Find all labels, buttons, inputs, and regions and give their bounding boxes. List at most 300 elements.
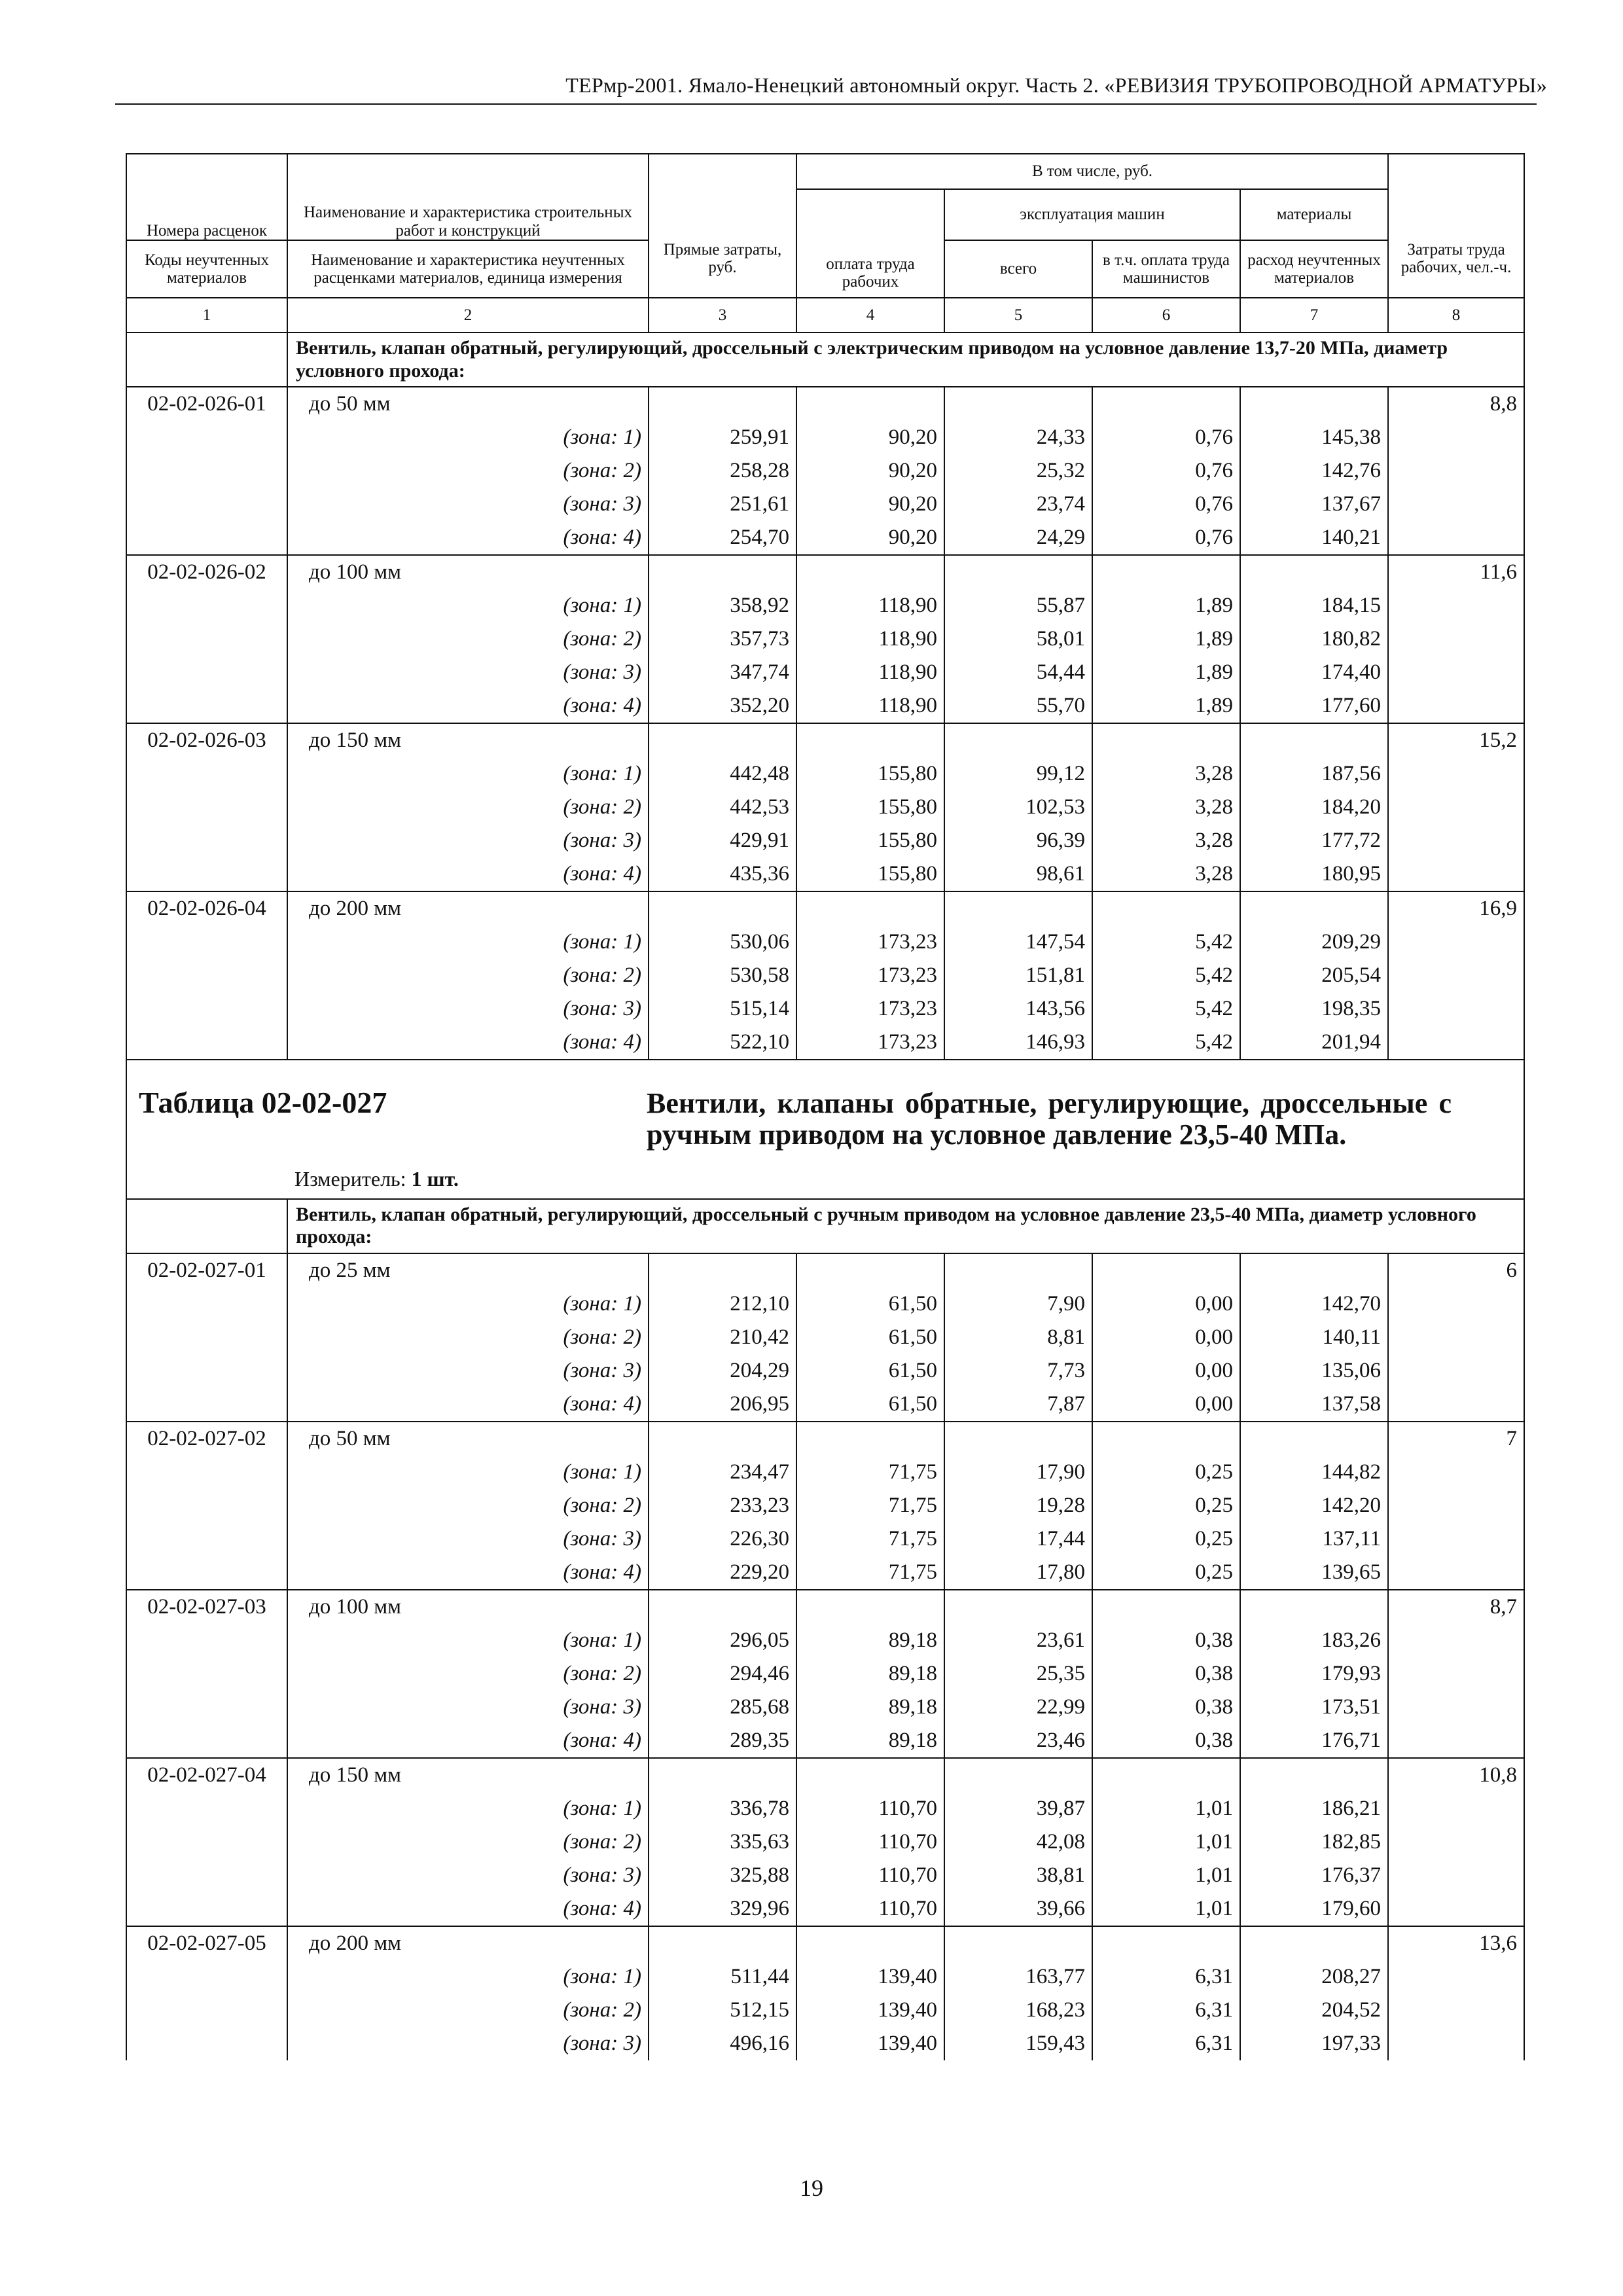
empty-cell bbox=[126, 757, 287, 791]
empty-cell bbox=[1388, 656, 1524, 689]
workers-pay: 139,40 bbox=[796, 1994, 944, 2027]
empty-cell bbox=[796, 1422, 944, 1456]
labor-hours: 13,6 bbox=[1388, 1926, 1524, 1960]
empty-cell bbox=[1388, 791, 1524, 824]
machines-total: 19,28 bbox=[944, 1489, 1092, 1522]
direct-costs: 530,58 bbox=[649, 959, 796, 992]
table-title-row bbox=[126, 1060, 1524, 1199]
group-code-cell bbox=[126, 1199, 287, 1253]
direct-costs: 206,95 bbox=[649, 1388, 796, 1422]
table-title: Вентили, клапаны обратные, регулирующие, дроссельные с ручным приводом на условное давление 23,5-40 МПа. bbox=[647, 1087, 1452, 1151]
zone-row bbox=[126, 1388, 1524, 1422]
machines-total: 17,80 bbox=[944, 1556, 1092, 1590]
rate-name: до 100 мм bbox=[287, 1590, 649, 1624]
machinists-pay: 1,89 bbox=[1092, 656, 1240, 689]
machinists-pay: 0,25 bbox=[1092, 1556, 1240, 1590]
direct-costs: 336,78 bbox=[649, 1792, 796, 1825]
machines-total: 98,61 bbox=[944, 857, 1092, 891]
materials-usage: 135,06 bbox=[1240, 1354, 1388, 1388]
empty-cell bbox=[1388, 1624, 1524, 1657]
machines-total: 102,53 bbox=[944, 791, 1092, 824]
empty-cell bbox=[1388, 1657, 1524, 1691]
empty-cell bbox=[126, 1287, 287, 1321]
materials-usage: 140,21 bbox=[1240, 521, 1388, 555]
materials-usage: 208,27 bbox=[1240, 1960, 1388, 1994]
empty-cell bbox=[1388, 1388, 1524, 1422]
machines-total: 146,93 bbox=[944, 1026, 1092, 1060]
zone-label: (зона: 4) bbox=[287, 857, 649, 891]
empty-cell bbox=[1388, 1321, 1524, 1354]
machines-total: 55,70 bbox=[944, 689, 1092, 723]
materials-usage: 209,29 bbox=[1240, 925, 1388, 959]
empty-cell bbox=[126, 1724, 287, 1758]
machines-total: 25,35 bbox=[944, 1657, 1092, 1691]
rate-code: 02-02-027-02 bbox=[126, 1422, 287, 1456]
machinists-pay: 5,42 bbox=[1092, 1026, 1240, 1060]
empty-cell bbox=[1388, 589, 1524, 622]
empty-cell bbox=[1388, 1287, 1524, 1321]
zone-label: (зона: 2) bbox=[287, 1994, 649, 2027]
materials-usage: 180,82 bbox=[1240, 622, 1388, 656]
materials-usage: 197,33 bbox=[1240, 2027, 1388, 2060]
table-title-block bbox=[126, 1060, 1524, 1199]
machines-total: 39,66 bbox=[944, 1892, 1092, 1926]
empty-cell bbox=[796, 723, 944, 757]
zone-label: (зона: 3) bbox=[287, 1354, 649, 1388]
zone-label: (зона: 2) bbox=[287, 1321, 649, 1354]
zone-label: (зона: 2) bbox=[287, 959, 649, 992]
empty-cell bbox=[1388, 1691, 1524, 1724]
col-num: 4 bbox=[796, 298, 944, 332]
rate-code: 02-02-026-03 bbox=[126, 723, 287, 757]
machines-total: 24,29 bbox=[944, 521, 1092, 555]
zone-row bbox=[126, 689, 1524, 723]
empty-cell bbox=[1388, 1026, 1524, 1060]
zone-label: (зона: 3) bbox=[287, 2027, 649, 2060]
workers-pay: 89,18 bbox=[796, 1724, 944, 1758]
empty-cell bbox=[649, 1590, 796, 1624]
materials-usage: 187,56 bbox=[1240, 757, 1388, 791]
machinists-pay: 0,25 bbox=[1092, 1489, 1240, 1522]
group-title: Вентиль, клапан обратный, регулирующий, дроссельный с электрическим приводом на условное давление 13,7-20 МПа, диаметр условного прохода: bbox=[287, 332, 1524, 387]
empty-cell bbox=[649, 1422, 796, 1456]
empty-cell bbox=[1388, 1556, 1524, 1590]
empty-cell bbox=[126, 992, 287, 1026]
empty-cell bbox=[1092, 1758, 1240, 1792]
workers-pay: 71,75 bbox=[796, 1522, 944, 1556]
empty-cell bbox=[126, 857, 287, 891]
direct-costs: 347,74 bbox=[649, 656, 796, 689]
empty-cell bbox=[649, 387, 796, 421]
empty-cell bbox=[126, 791, 287, 824]
materials-usage: 142,76 bbox=[1240, 454, 1388, 488]
zone-label: (зона: 2) bbox=[287, 791, 649, 824]
col-num: 7 bbox=[1240, 298, 1388, 332]
rate-code: 02-02-027-04 bbox=[126, 1758, 287, 1792]
machinists-pay: 3,28 bbox=[1092, 824, 1240, 857]
workers-pay: 89,18 bbox=[796, 1691, 944, 1724]
materials-usage: 174,40 bbox=[1240, 656, 1388, 689]
machinists-pay: 1,89 bbox=[1092, 689, 1240, 723]
machines-total: 7,73 bbox=[944, 1354, 1092, 1388]
workers-pay: 110,70 bbox=[796, 1892, 944, 1926]
zone-row bbox=[126, 589, 1524, 622]
machines-total: 23,74 bbox=[944, 488, 1092, 521]
empty-cell bbox=[1388, 857, 1524, 891]
empty-cell bbox=[1388, 824, 1524, 857]
empty-cell bbox=[1388, 959, 1524, 992]
materials-usage: 183,26 bbox=[1240, 1624, 1388, 1657]
machinists-pay: 0,76 bbox=[1092, 488, 1240, 521]
materials-usage: 137,67 bbox=[1240, 488, 1388, 521]
col-head-materials: материалы bbox=[1240, 189, 1388, 240]
workers-pay: 89,18 bbox=[796, 1624, 944, 1657]
empty-cell bbox=[1388, 689, 1524, 723]
empty-cell bbox=[126, 1556, 287, 1590]
empty-cell bbox=[649, 555, 796, 589]
rate-row bbox=[126, 1422, 1524, 1456]
empty-cell bbox=[1092, 555, 1240, 589]
machines-total: 24,33 bbox=[944, 421, 1092, 454]
zone-label: (зона: 4) bbox=[287, 1724, 649, 1758]
col-head-direct-costs: Прямые затраты, руб. bbox=[649, 154, 796, 298]
empty-cell bbox=[1388, 1994, 1524, 2027]
group-code-cell bbox=[126, 332, 287, 387]
col-head-including: В том числе, руб. bbox=[796, 154, 1388, 189]
workers-pay: 110,70 bbox=[796, 1859, 944, 1892]
workers-pay: 71,75 bbox=[796, 1556, 944, 1590]
col-head-codes-top: Номера расценок bbox=[126, 154, 287, 240]
materials-usage: 204,52 bbox=[1240, 1994, 1388, 2027]
zone-row bbox=[126, 1354, 1524, 1388]
workers-pay: 155,80 bbox=[796, 824, 944, 857]
machines-total: 7,90 bbox=[944, 1287, 1092, 1321]
zone-label: (зона: 3) bbox=[287, 992, 649, 1026]
direct-costs: 210,42 bbox=[649, 1321, 796, 1354]
empty-cell bbox=[1092, 387, 1240, 421]
materials-usage: 177,60 bbox=[1240, 689, 1388, 723]
zone-label: (зона: 4) bbox=[287, 689, 649, 723]
workers-pay: 61,50 bbox=[796, 1321, 944, 1354]
zone-row bbox=[126, 521, 1524, 555]
direct-costs: 530,06 bbox=[649, 925, 796, 959]
measure-value: 1 шт. bbox=[411, 1166, 459, 1191]
materials-usage: 180,95 bbox=[1240, 857, 1388, 891]
rate-row bbox=[126, 1253, 1524, 1287]
direct-costs: 251,61 bbox=[649, 488, 796, 521]
zone-row bbox=[126, 925, 1524, 959]
col-head-materials-usage: расход неучтенных материалов bbox=[1240, 240, 1388, 298]
machinists-pay: 0,38 bbox=[1092, 1657, 1240, 1691]
direct-costs: 285,68 bbox=[649, 1691, 796, 1724]
machinists-pay: 1,01 bbox=[1092, 1892, 1240, 1926]
direct-costs: 289,35 bbox=[649, 1724, 796, 1758]
machines-total: 17,44 bbox=[944, 1522, 1092, 1556]
empty-cell bbox=[1388, 622, 1524, 656]
empty-cell bbox=[1388, 1456, 1524, 1489]
col-head-machines: эксплуатация машин bbox=[944, 189, 1240, 240]
materials-usage: 177,72 bbox=[1240, 824, 1388, 857]
zone-row bbox=[126, 1556, 1524, 1590]
machinists-pay: 1,89 bbox=[1092, 622, 1240, 656]
zone-row bbox=[126, 1321, 1524, 1354]
empty-cell bbox=[944, 1926, 1092, 1960]
zone-label: (зона: 1) bbox=[287, 1624, 649, 1657]
machines-total: 55,87 bbox=[944, 589, 1092, 622]
zone-row bbox=[126, 421, 1524, 454]
zone-label: (зона: 3) bbox=[287, 488, 649, 521]
materials-usage: 182,85 bbox=[1240, 1825, 1388, 1859]
empty-cell bbox=[1240, 1253, 1388, 1287]
machines-total: 159,43 bbox=[944, 2027, 1092, 2060]
col-num: 1 bbox=[126, 298, 287, 332]
direct-costs: 352,20 bbox=[649, 689, 796, 723]
empty-cell bbox=[126, 1960, 287, 1994]
empty-cell bbox=[1388, 1522, 1524, 1556]
machinists-pay: 5,42 bbox=[1092, 925, 1240, 959]
zone-label: (зона: 1) bbox=[287, 925, 649, 959]
empty-cell bbox=[1388, 1892, 1524, 1926]
rate-row bbox=[126, 555, 1524, 589]
zone-label: (зона: 2) bbox=[287, 1657, 649, 1691]
col-head-machinists-pay: в т.ч. оплата труда машинистов bbox=[1092, 240, 1240, 298]
header-row-1 bbox=[126, 154, 1524, 189]
table-number: Таблица 02-02-027 bbox=[139, 1086, 387, 1119]
direct-costs: 429,91 bbox=[649, 824, 796, 857]
zone-row bbox=[126, 1026, 1524, 1060]
empty-cell bbox=[126, 1321, 287, 1354]
zone-label: (зона: 1) bbox=[287, 421, 649, 454]
machines-total: 147,54 bbox=[944, 925, 1092, 959]
empty-cell bbox=[1092, 1253, 1240, 1287]
empty-cell bbox=[796, 1926, 944, 1960]
materials-usage: 186,21 bbox=[1240, 1792, 1388, 1825]
direct-costs: 515,14 bbox=[649, 992, 796, 1026]
zone-row bbox=[126, 1960, 1524, 1994]
empty-cell bbox=[944, 1422, 1092, 1456]
empty-cell bbox=[1240, 891, 1388, 925]
col-head-name-top: Наименование и характеристика строительных работ и конструкций bbox=[287, 154, 649, 240]
workers-pay: 61,50 bbox=[796, 1354, 944, 1388]
zone-label: (зона: 2) bbox=[287, 1489, 649, 1522]
rate-code: 02-02-026-04 bbox=[126, 891, 287, 925]
zone-label: (зона: 2) bbox=[287, 1825, 649, 1859]
machines-total: 42,08 bbox=[944, 1825, 1092, 1859]
empty-cell bbox=[126, 1456, 287, 1489]
empty-cell bbox=[1388, 1792, 1524, 1825]
empty-cell bbox=[126, 1657, 287, 1691]
direct-costs: 358,92 bbox=[649, 589, 796, 622]
direct-costs: 511,44 bbox=[649, 1960, 796, 1994]
empty-cell bbox=[1388, 1859, 1524, 1892]
empty-cell bbox=[1240, 1926, 1388, 1960]
direct-costs: 234,47 bbox=[649, 1456, 796, 1489]
empty-cell bbox=[126, 1994, 287, 2027]
empty-cell bbox=[1388, 454, 1524, 488]
machinists-pay: 6,31 bbox=[1092, 1960, 1240, 1994]
workers-pay: 118,90 bbox=[796, 656, 944, 689]
empty-cell bbox=[944, 1590, 1092, 1624]
labor-hours: 6 bbox=[1388, 1253, 1524, 1287]
workers-pay: 89,18 bbox=[796, 1657, 944, 1691]
empty-cell bbox=[1240, 1758, 1388, 1792]
direct-costs: 522,10 bbox=[649, 1026, 796, 1060]
zone-label: (зона: 4) bbox=[287, 1556, 649, 1590]
machinists-pay: 0,00 bbox=[1092, 1321, 1240, 1354]
empty-cell bbox=[126, 589, 287, 622]
workers-pay: 61,50 bbox=[796, 1287, 944, 1321]
zone-label: (зона: 4) bbox=[287, 1026, 649, 1060]
workers-pay: 110,70 bbox=[796, 1792, 944, 1825]
machinists-pay: 1,01 bbox=[1092, 1825, 1240, 1859]
machines-total: 54,44 bbox=[944, 656, 1092, 689]
empty-cell bbox=[649, 723, 796, 757]
machines-total: 151,81 bbox=[944, 959, 1092, 992]
empty-cell bbox=[1388, 1825, 1524, 1859]
workers-pay: 90,20 bbox=[796, 421, 944, 454]
empty-cell bbox=[1388, 521, 1524, 555]
machinists-pay: 5,42 bbox=[1092, 992, 1240, 1026]
col-num: 3 bbox=[649, 298, 796, 332]
zone-row bbox=[126, 1792, 1524, 1825]
empty-cell bbox=[1240, 1590, 1388, 1624]
empty-cell bbox=[126, 1691, 287, 1724]
empty-cell bbox=[1092, 1926, 1240, 1960]
zone-label: (зона: 2) bbox=[287, 622, 649, 656]
zone-label: (зона: 1) bbox=[287, 1287, 649, 1321]
materials-usage: 173,51 bbox=[1240, 1691, 1388, 1724]
empty-cell bbox=[1092, 1590, 1240, 1624]
workers-pay: 118,90 bbox=[796, 622, 944, 656]
zone-label: (зона: 3) bbox=[287, 1859, 649, 1892]
zone-row bbox=[126, 656, 1524, 689]
empty-cell bbox=[1240, 1422, 1388, 1456]
rate-code: 02-02-027-03 bbox=[126, 1590, 287, 1624]
empty-cell bbox=[126, 2027, 287, 2060]
empty-cell bbox=[649, 1253, 796, 1287]
materials-usage: 198,35 bbox=[1240, 992, 1388, 1026]
machines-total: 23,46 bbox=[944, 1724, 1092, 1758]
machinists-pay: 5,42 bbox=[1092, 959, 1240, 992]
empty-cell bbox=[126, 656, 287, 689]
machines-total: 22,99 bbox=[944, 1691, 1092, 1724]
empty-cell bbox=[126, 1859, 287, 1892]
labor-hours: 15,2 bbox=[1388, 723, 1524, 757]
machinists-pay: 0,38 bbox=[1092, 1724, 1240, 1758]
empty-cell bbox=[1388, 488, 1524, 521]
workers-pay: 139,40 bbox=[796, 2027, 944, 2060]
page-number: 19 bbox=[800, 2175, 823, 2201]
zone-row bbox=[126, 1859, 1524, 1892]
empty-cell bbox=[126, 1892, 287, 1926]
direct-costs: 212,10 bbox=[649, 1287, 796, 1321]
machinists-pay: 0,25 bbox=[1092, 1522, 1240, 1556]
rates-table bbox=[126, 153, 1525, 2060]
workers-pay: 90,20 bbox=[796, 521, 944, 555]
direct-costs: 259,91 bbox=[649, 421, 796, 454]
machines-total: 7,87 bbox=[944, 1388, 1092, 1422]
machinists-pay: 0,76 bbox=[1092, 454, 1240, 488]
empty-cell bbox=[944, 723, 1092, 757]
materials-usage: 176,37 bbox=[1240, 1859, 1388, 1892]
empty-cell bbox=[1092, 723, 1240, 757]
workers-pay: 61,50 bbox=[796, 1388, 944, 1422]
materials-usage: 176,71 bbox=[1240, 1724, 1388, 1758]
empty-cell bbox=[649, 1926, 796, 1960]
machines-total: 99,12 bbox=[944, 757, 1092, 791]
rate-name: до 50 мм bbox=[287, 387, 649, 421]
machinists-pay: 6,31 bbox=[1092, 1994, 1240, 2027]
col-num: 2 bbox=[287, 298, 649, 332]
col-head-name-bottom: Наименование и характеристика неучтенных расценками материалов, единица измерения bbox=[287, 240, 649, 298]
rate-name: до 150 мм bbox=[287, 723, 649, 757]
col-head-machines-total: всего bbox=[944, 240, 1092, 298]
materials-usage: 184,15 bbox=[1240, 589, 1388, 622]
direct-costs: 329,96 bbox=[649, 1892, 796, 1926]
zone-row bbox=[126, 1691, 1524, 1724]
workers-pay: 71,75 bbox=[796, 1456, 944, 1489]
zone-label: (зона: 3) bbox=[287, 824, 649, 857]
zone-row bbox=[126, 959, 1524, 992]
zone-row bbox=[126, 1825, 1524, 1859]
col-head-labor-costs: Затраты труда рабочих, чел.-ч. bbox=[1388, 154, 1524, 298]
machinists-pay: 0,38 bbox=[1092, 1624, 1240, 1657]
materials-usage: 137,11 bbox=[1240, 1522, 1388, 1556]
zone-row bbox=[126, 1489, 1524, 1522]
zone-row bbox=[126, 1657, 1524, 1691]
machinists-pay: 0,00 bbox=[1092, 1388, 1240, 1422]
direct-costs: 258,28 bbox=[649, 454, 796, 488]
empty-cell bbox=[126, 959, 287, 992]
empty-cell bbox=[944, 1253, 1092, 1287]
empty-cell bbox=[1388, 2027, 1524, 2060]
direct-costs: 204,29 bbox=[649, 1354, 796, 1388]
rate-row bbox=[126, 891, 1524, 925]
machinists-pay: 0,00 bbox=[1092, 1354, 1240, 1388]
rate-name: до 50 мм bbox=[287, 1422, 649, 1456]
empty-cell bbox=[126, 1624, 287, 1657]
col-head-workers-pay: оплата труда рабочих bbox=[796, 189, 944, 298]
materials-usage: 142,20 bbox=[1240, 1489, 1388, 1522]
materials-usage: 145,38 bbox=[1240, 421, 1388, 454]
machinists-pay: 0,76 bbox=[1092, 521, 1240, 555]
zone-row bbox=[126, 1624, 1524, 1657]
zone-label: (зона: 1) bbox=[287, 1960, 649, 1994]
workers-pay: 155,80 bbox=[796, 791, 944, 824]
zone-label: (зона: 3) bbox=[287, 1522, 649, 1556]
empty-cell bbox=[796, 891, 944, 925]
workers-pay: 173,23 bbox=[796, 959, 944, 992]
empty-cell bbox=[1092, 1422, 1240, 1456]
labor-hours: 16,9 bbox=[1388, 891, 1524, 925]
direct-costs: 229,20 bbox=[649, 1556, 796, 1590]
zone-label: (зона: 3) bbox=[287, 656, 649, 689]
workers-pay: 71,75 bbox=[796, 1489, 944, 1522]
zone-row bbox=[126, 791, 1524, 824]
rate-code: 02-02-026-01 bbox=[126, 387, 287, 421]
rate-name: до 100 мм bbox=[287, 555, 649, 589]
zone-label: (зона: 4) bbox=[287, 1388, 649, 1422]
empty-cell bbox=[126, 1825, 287, 1859]
col-num: 6 bbox=[1092, 298, 1240, 332]
empty-cell bbox=[126, 488, 287, 521]
zone-row bbox=[126, 992, 1524, 1026]
empty-cell bbox=[796, 555, 944, 589]
direct-costs: 296,05 bbox=[649, 1624, 796, 1657]
empty-cell bbox=[1388, 757, 1524, 791]
workers-pay: 155,80 bbox=[796, 757, 944, 791]
rate-name: до 25 мм bbox=[287, 1253, 649, 1287]
